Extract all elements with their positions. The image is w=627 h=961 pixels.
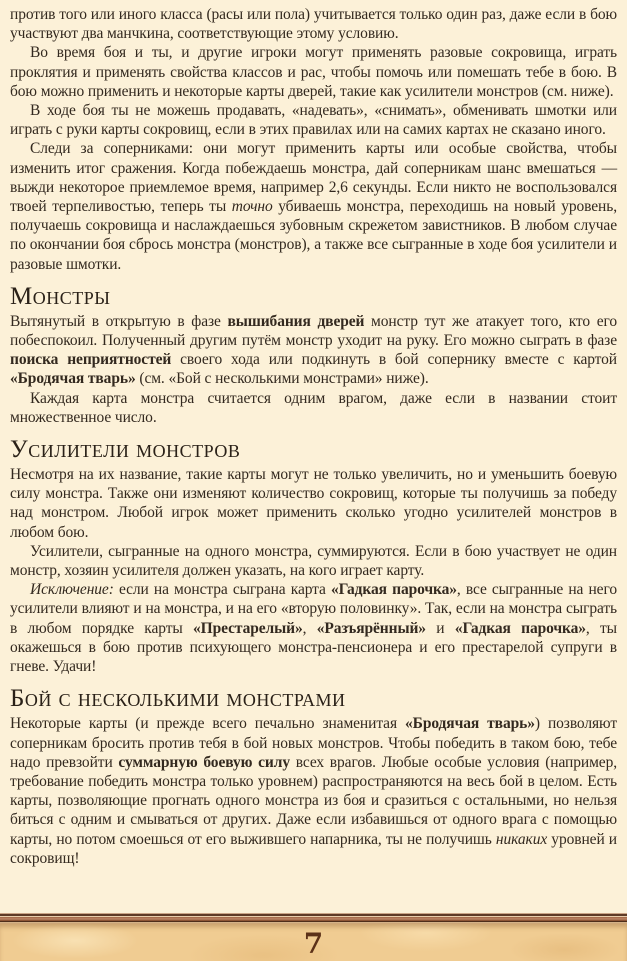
- body-text: ) позволяют соперникам бросить против тебя в бой новых монстров. Чтобы победить в таком бою, тебе надо превзойти: [10, 715, 617, 771]
- body-text: против того или иного класса (расы или пола) учитывается только один раз, даже если в бою участвуют два манчкина, соответствующие этому условию.: [10, 6, 617, 43]
- paragraph: [10, 714, 617, 868]
- body-text: всех врагов. Любые особые условия (например, требование победить монстра только уровнем) распространяются на весь бой в целом. Есть карты, позволяющие прогнать одного монстра из боя и сразиться с остальными, но нельзя биться с одним и смываться от других. Даже если избавишься от одного врага с помощью карты, но потом смоешься от его выжившего напарника, ты не получишь: [10, 753, 617, 848]
- section-heading: Усилители монстров: [10, 436, 241, 464]
- body-text: , ты окажешься в бою против психующего монстра-пенсионера и его престарелой супруги в гневе. Удачи!: [10, 619, 617, 676]
- paragraph: [10, 312, 617, 389]
- body-text: Несмотря на их название, такие карты могут не только увеличить, но и уменьшить боевую силу монстра. Также они изменяют количество сокровищ, которые ты получишь за победу над монстром. Любой игрок может применить сколько угодно усилителей монстров в любом бою.: [10, 466, 617, 541]
- body-text: своего хода или подкинуть в бой сопернику вместе с картой: [171, 351, 617, 369]
- italic-text: точно: [231, 198, 273, 216]
- page-number: 7: [303, 926, 324, 960]
- body-text: Каждая карта монстра считается одним врагом, даже если в названии стоит множественное число.: [10, 389, 617, 426]
- body-text: В ходе боя ты не можешь продавать, «надевать», «снимать», обменивать шмотки или играть с руки карты сокровищ, если в этих правилах или на самих картах не сказано иного.: [10, 102, 617, 139]
- body-text: , все сыгранные на него усилители влияют и на монстра, и на его «вторую половинку». Так, если на монстра сыграть в любом порядке карты: [10, 581, 617, 637]
- body-text: Следи за соперниками: они могут применить карты или особые свойства, чтобы изменить итог сражения. Когда побеждаешь монстра, дай соперникам шанс вмешаться — выжди некоторое приемлемое время, например 2,6 секунды. Если никто не воспользовался твоей терпеливостью, теперь ты: [10, 140, 617, 216]
- paragraph: [10, 389, 617, 427]
- body-text: убиваешь монстра, переходишь на новый уровень, получаешь сокровища и наслаждаешься зубовным скрежетом завистников. В любом случае по окончании боя сбрось монстра (монстров), а также все сыгранные в ходе боя усилители и разовые шмотки.: [10, 198, 618, 273]
- body-text: и: [425, 619, 455, 637]
- bold-text: «Бродячая тварь»: [10, 370, 136, 388]
- section-heading: Монстры: [10, 282, 111, 310]
- paragraph: [10, 43, 617, 101]
- bold-text: суммарную боевую силу: [118, 753, 290, 771]
- paragraph: [10, 139, 617, 273]
- body-text: монстр тут же атакует того, кто его побеспокоил. Полученный другим путём монстр уходит на руку. Его можно сыграть в фазе: [10, 312, 617, 350]
- bold-text: «Разъярённый»: [316, 619, 426, 637]
- paragraph: [10, 5, 617, 43]
- bold-text: вышибания дверей: [227, 312, 365, 330]
- paragraph: [10, 542, 617, 580]
- footer-divider: [0, 912, 627, 924]
- paragraph: [10, 101, 617, 139]
- bold-text: «Гадкая парочка»: [330, 581, 457, 599]
- body-text: если на монстра сыграна карта: [113, 581, 331, 599]
- body-text: (см. «Бой с несколькими монстрами» ниже).: [135, 370, 429, 388]
- body-text: Вытянутый в открытую в фазе: [10, 312, 228, 330]
- body-text: уровней и сокровищ!: [10, 830, 617, 867]
- italic-text: никаких: [495, 830, 548, 848]
- paragraph: [10, 465, 617, 542]
- bold-text: «Бродячая тварь»: [405, 715, 535, 733]
- body-text: Во время боя и ты, и другие игроки могут применять разовые сокровища, играть проклятия и применять свойства классов и рас, чтобы помочь или помешать тебе в бою. В бою можно применить и некоторые карты дверей, такие как усилители монстров (см. ниже).: [10, 44, 617, 100]
- bold-text: поиска неприятностей: [10, 351, 172, 369]
- bold-text: «Гадкая парочка»: [454, 619, 586, 637]
- page-footer: [0, 924, 627, 961]
- bold-text: «Престарелый»: [193, 619, 303, 637]
- body-text: Некоторые карты (и прежде всего печально знаменитая: [10, 715, 406, 733]
- paragraph: [10, 580, 617, 676]
- italic-text: Исключение:: [30, 581, 114, 599]
- body-text: Усилители, сыгранные на одного монстра, суммируются. Если в бою участвует не один монстр, хозяин усилителя должен указать, на кого играет карту.: [10, 542, 617, 580]
- body-text: ,: [302, 619, 317, 637]
- section-heading: Бой с несколькими монстрами: [10, 685, 346, 713]
